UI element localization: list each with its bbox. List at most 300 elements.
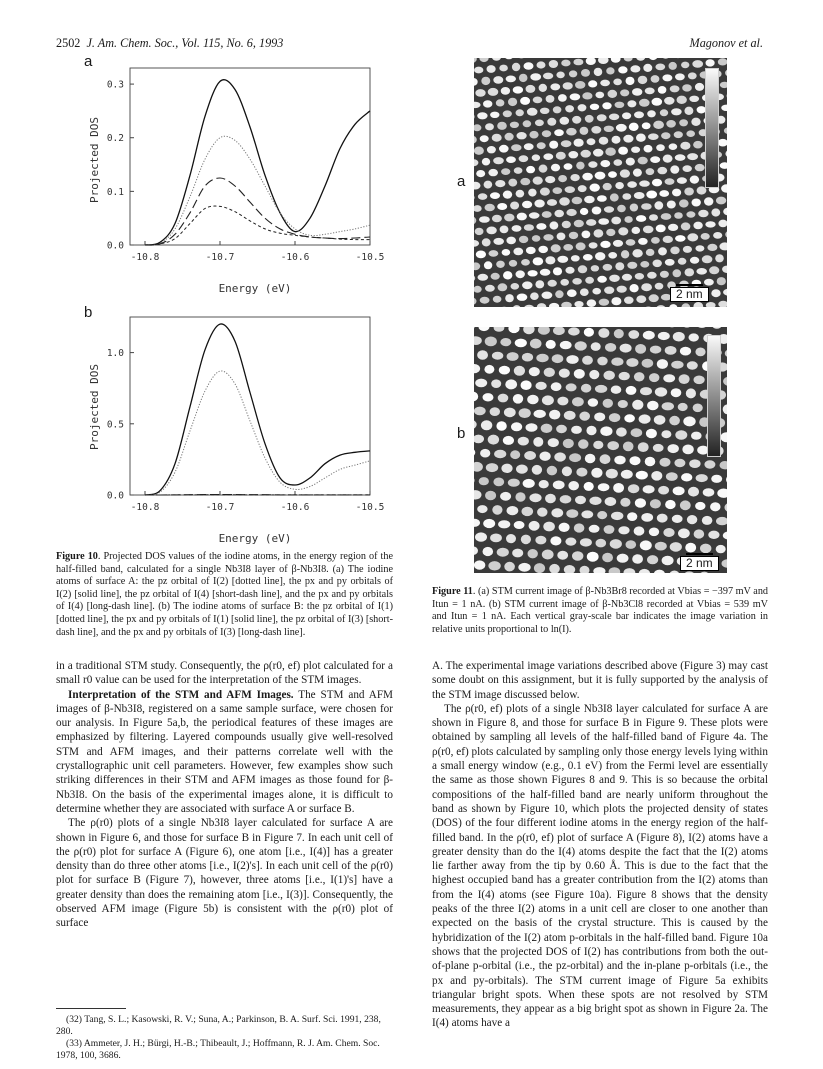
stm-spot xyxy=(710,502,720,511)
stm-spot xyxy=(516,190,525,198)
stm-spot xyxy=(646,191,657,199)
stm-spot xyxy=(474,462,483,472)
stm-spot xyxy=(478,274,489,281)
stm-spot xyxy=(643,331,655,340)
stm-spot xyxy=(477,350,488,360)
stm-spot xyxy=(575,341,587,350)
stm-spot xyxy=(666,120,676,128)
fig10-caption-title: Figure 10 xyxy=(56,551,98,562)
stm-spot xyxy=(514,366,525,376)
stm-spot xyxy=(611,217,621,225)
stm-spot xyxy=(716,197,726,205)
stm-spot xyxy=(530,339,542,349)
stm-spot xyxy=(613,240,623,247)
stm-spot xyxy=(565,105,574,112)
stm-spot xyxy=(614,159,623,166)
stm-spot xyxy=(610,539,622,549)
stm-spot xyxy=(560,117,570,125)
stm-spot xyxy=(538,327,550,335)
stm-spot xyxy=(670,247,679,255)
stm-spot xyxy=(559,197,570,205)
stm-spot xyxy=(551,508,563,517)
stm-spot xyxy=(484,365,494,374)
stm-spot xyxy=(646,168,655,175)
stm-spot xyxy=(647,401,658,411)
stm-spot xyxy=(516,270,525,278)
stm-spot xyxy=(600,160,610,167)
stm-spot xyxy=(559,523,570,532)
stm-spot xyxy=(564,565,575,573)
right-column-text xyxy=(432,659,768,1031)
stm-spot xyxy=(587,299,597,307)
stm-spot xyxy=(523,479,535,488)
stm-spot xyxy=(674,459,685,467)
stm-spot xyxy=(617,286,627,293)
stm-spot xyxy=(479,58,488,62)
stm-spot xyxy=(474,560,485,569)
stm-spot xyxy=(561,302,572,307)
stm-spot xyxy=(630,204,638,212)
stm-spot xyxy=(580,566,590,573)
stm-spot xyxy=(603,264,613,271)
stm-spot xyxy=(494,450,506,458)
stm-spot xyxy=(663,236,673,243)
stm-spot xyxy=(549,141,558,149)
stm-spot xyxy=(695,164,705,171)
stm-spot xyxy=(623,135,633,143)
stm-spot xyxy=(641,513,653,522)
stm-spot xyxy=(506,156,516,163)
page-number: 2502 xyxy=(56,36,81,50)
stm-spot xyxy=(622,112,631,119)
stm-spot xyxy=(479,216,490,223)
stm-spot xyxy=(560,495,572,503)
stm-spot xyxy=(556,152,566,160)
stm-spot xyxy=(549,410,560,420)
stm-spot xyxy=(688,72,697,79)
stm-spot xyxy=(482,238,491,246)
stm-spot xyxy=(474,327,475,331)
stm-spot xyxy=(529,493,541,502)
stm-spot xyxy=(674,131,683,138)
stm-spot xyxy=(589,370,599,379)
stm-spot xyxy=(611,386,622,394)
stm-spot xyxy=(485,285,495,292)
stm-spot xyxy=(611,297,621,305)
stm-spot xyxy=(604,525,615,534)
stm-spot xyxy=(502,249,511,256)
stm-spot xyxy=(670,542,682,552)
stm-spot xyxy=(546,95,555,103)
stm-spot xyxy=(717,277,726,285)
stm-spot xyxy=(611,58,621,63)
stm-spot xyxy=(581,384,591,393)
stm-spot xyxy=(529,367,540,376)
stm-spot xyxy=(474,519,480,527)
stm-spot xyxy=(526,85,536,93)
stm-spot xyxy=(507,506,519,515)
stm-spot xyxy=(689,96,699,102)
stm-spot xyxy=(613,483,624,493)
stm-spot xyxy=(496,421,506,431)
stm-spot xyxy=(569,453,581,462)
stm-spot xyxy=(572,116,581,124)
stm-spot xyxy=(568,327,580,335)
stm-spot xyxy=(500,226,509,234)
stm-spot xyxy=(474,182,481,190)
stm-spot xyxy=(566,128,577,136)
stm-spot xyxy=(474,113,475,121)
stm-spot xyxy=(545,256,555,264)
stm-spot xyxy=(533,97,543,104)
stm-spot xyxy=(669,304,677,307)
stm-spot xyxy=(599,299,609,306)
stm-spot xyxy=(491,273,500,280)
stm-spot xyxy=(719,242,727,250)
stm-spot xyxy=(692,199,701,207)
stm-spot xyxy=(527,395,538,405)
stm-spot xyxy=(609,413,620,422)
stm-spot xyxy=(562,466,572,476)
stm-spot xyxy=(574,369,585,379)
stm-spot xyxy=(524,305,534,307)
fig10a-y-label: Projected DOS xyxy=(88,116,101,204)
x-tick-label: -10.8 xyxy=(130,502,160,513)
stm-spot xyxy=(632,400,643,410)
stm-spot xyxy=(533,177,543,185)
stm-spot xyxy=(545,494,556,504)
stm-spot xyxy=(492,215,502,223)
stm-spot xyxy=(527,108,538,116)
stm-spot xyxy=(609,275,620,282)
stm-spot xyxy=(576,162,584,170)
stm-spot xyxy=(584,196,595,203)
fig10b-y-label: Projected DOS xyxy=(88,363,101,451)
stm-spot xyxy=(528,549,538,558)
stm-spot xyxy=(511,144,521,151)
stm-spot xyxy=(670,85,680,92)
stm-spot xyxy=(649,528,659,537)
stm-spot xyxy=(638,157,648,165)
stm-spot xyxy=(558,94,567,102)
stm-spot xyxy=(725,231,727,239)
stm-spot xyxy=(503,110,512,117)
x-tick-label: -10.5 xyxy=(355,502,385,513)
stm-spot xyxy=(622,193,631,200)
stm-spot xyxy=(636,134,646,142)
stm-spot xyxy=(570,93,581,100)
paragraph: The ρ(r0) plots of a single Nb3I8 layer calculated for surface A are shown in Figure 6, and those for surface B in Figure 7. In each unit cell of the ρ(r0) plot for surface A (Figure 6), one atom [i.e., I(4)] has a greater density than do three other atoms [i.e., I(2)'s]. In each unit cell of the ρ(r0) plot for surface B (Figure 7), however, three atoms [i.e., I(1)'s] have a greater density than does the remaining atom [i.e., I(3)]. Consequently, the observed AFM image (Figure 5b) is consistent with the ρ(r0) plot of surface xyxy=(56,817,393,930)
stm-spot xyxy=(726,475,727,485)
series-line-solid xyxy=(145,324,370,495)
stm-spot xyxy=(606,469,618,479)
stm-spot xyxy=(597,114,607,121)
stm-spot xyxy=(591,126,601,134)
stm-spot xyxy=(695,502,705,510)
stm-spot xyxy=(723,377,727,386)
stm-spot xyxy=(474,58,477,63)
stm-spot xyxy=(599,137,609,145)
stm-spot xyxy=(523,327,534,334)
stm-spot xyxy=(559,369,570,378)
stm-spot xyxy=(605,497,617,506)
stm-spot xyxy=(578,265,587,273)
stm-spot xyxy=(483,519,495,528)
stm-spot xyxy=(643,307,653,308)
stm-spot xyxy=(485,204,495,212)
stm-spot xyxy=(718,301,727,307)
stm-spot xyxy=(488,435,499,445)
stm-spot xyxy=(483,100,492,107)
stm-spot xyxy=(712,327,722,329)
stm-spot xyxy=(578,185,587,192)
stm-spot xyxy=(528,270,538,276)
stm-spot xyxy=(532,235,541,242)
stm-spot xyxy=(680,500,691,510)
stm-spot xyxy=(667,201,676,209)
stm-spot xyxy=(662,74,672,81)
stm-spot xyxy=(723,404,727,414)
stm-spot xyxy=(592,207,602,215)
stm-spot xyxy=(615,182,624,189)
stm-spot xyxy=(711,475,722,483)
fig11-panel-b-letter: b xyxy=(457,425,466,442)
stm-spot xyxy=(662,556,674,565)
stm-spot xyxy=(564,163,573,170)
stm-spot xyxy=(626,158,635,166)
stm-spot xyxy=(491,379,501,388)
stm-spot xyxy=(514,167,523,174)
stm-spot xyxy=(650,156,660,163)
stm-spot xyxy=(655,387,667,396)
stm-spot xyxy=(520,97,530,105)
stm-spot xyxy=(499,65,508,72)
stm-spot xyxy=(581,150,591,158)
stm-spot xyxy=(474,194,475,201)
stm-spot xyxy=(547,466,557,476)
footnote-32: (32) Tang, S. L.; Kasowski, R. V.; Suna, A.; Parkinson, B. A. Surf. Sci. 1991, 238, 280. xyxy=(56,1014,381,1037)
stm-spot xyxy=(522,201,532,208)
stm-spot xyxy=(682,445,693,455)
stm-spot xyxy=(620,344,632,353)
stm-spot xyxy=(673,487,685,496)
stm-spot xyxy=(723,531,727,539)
stm-spot xyxy=(681,473,692,481)
stm-spot xyxy=(704,197,713,205)
x-tick-label: -10.7 xyxy=(205,502,235,513)
stm-spot xyxy=(627,512,637,521)
stm-spot xyxy=(595,172,606,180)
stm-spot xyxy=(543,73,553,80)
stm-spot xyxy=(668,224,678,231)
stm-spot xyxy=(630,456,641,465)
stm-spot xyxy=(519,74,528,82)
stm-spot xyxy=(593,567,605,573)
stm-spot xyxy=(638,76,648,84)
stm-spot xyxy=(618,400,628,408)
stm-spot xyxy=(587,138,596,145)
stm-spot xyxy=(690,257,699,264)
stm-spot xyxy=(593,149,603,157)
stm-spot xyxy=(474,298,477,305)
stm-spot xyxy=(533,437,543,447)
stm-spot xyxy=(553,481,565,490)
journal-citation: J. Am. Chem. Soc., Vol. 115, No. 6, 1993 xyxy=(86,36,284,50)
stm-spot xyxy=(598,328,609,338)
stm-image-a xyxy=(474,58,727,307)
stm-spot xyxy=(694,376,705,385)
stm-spot xyxy=(672,189,681,197)
stm-spot xyxy=(644,145,653,153)
stm-spot xyxy=(535,280,544,288)
stm-spot xyxy=(580,538,592,546)
stm-spot xyxy=(509,260,517,267)
stm-spot xyxy=(669,416,680,426)
stm-spot xyxy=(597,195,607,202)
stm-spot xyxy=(681,303,690,307)
stm-spot xyxy=(539,84,547,92)
stm-spot xyxy=(474,217,476,225)
stm-spot xyxy=(513,86,523,93)
stm-spot xyxy=(520,178,530,185)
stm-spot xyxy=(508,98,517,106)
stm-spot xyxy=(665,259,675,266)
stm-spot xyxy=(647,555,658,564)
stm-spot xyxy=(586,426,596,436)
fig10a-chart xyxy=(80,60,390,300)
stm-spot xyxy=(538,246,548,253)
stm-spot xyxy=(626,239,636,246)
stm-spot xyxy=(551,244,561,252)
stm-spot xyxy=(512,549,523,558)
stm-spot xyxy=(540,452,551,461)
stm-spot xyxy=(687,233,698,241)
stm-spot xyxy=(583,254,593,261)
stm-spot xyxy=(652,98,663,106)
stm-image-b xyxy=(474,327,727,573)
stm-spot xyxy=(691,118,700,126)
stm-spot xyxy=(522,353,533,362)
stm-spot xyxy=(479,327,490,331)
stm-spot xyxy=(594,229,604,237)
stm-spot xyxy=(597,357,607,366)
stm-spot xyxy=(549,60,558,68)
stm-spot xyxy=(584,482,594,491)
stm-spot xyxy=(679,119,688,126)
stm-spot xyxy=(487,146,496,153)
stm-spot xyxy=(485,337,497,347)
stm-spot xyxy=(639,180,650,186)
stm-spot xyxy=(585,115,594,123)
stm-spot xyxy=(615,102,625,108)
stm-spot xyxy=(546,340,556,349)
stm-spot xyxy=(650,346,661,354)
stm-spot xyxy=(548,280,557,287)
stm-spot xyxy=(513,394,523,404)
stm-spot xyxy=(643,226,654,234)
stm-spot xyxy=(725,150,727,158)
stm-spot xyxy=(616,427,627,436)
stm-spot xyxy=(506,534,516,543)
stm-spot xyxy=(716,545,726,553)
stm-spot xyxy=(510,122,519,128)
stm-spot xyxy=(504,58,513,59)
stm-spot xyxy=(695,348,705,357)
stm-spot xyxy=(493,238,504,245)
stm-spot xyxy=(557,551,568,560)
stm-spot xyxy=(668,444,679,453)
stm-spot xyxy=(721,432,728,442)
stm-spot xyxy=(536,382,547,390)
stm-spot xyxy=(656,305,666,307)
stm-spot xyxy=(587,552,599,562)
stm-spot xyxy=(608,171,617,178)
x-tick-label: -10.7 xyxy=(205,252,235,263)
stm-spot xyxy=(677,177,687,184)
grayscale-bar-b xyxy=(707,335,721,457)
stm-spot xyxy=(485,123,494,130)
stm-spot xyxy=(482,158,490,166)
stm-spot xyxy=(671,108,682,115)
stm-spot xyxy=(652,179,662,187)
stm-spot xyxy=(474,336,482,345)
fig10-caption-text: . Projected DOS values of the iodine atoms, in the energy region of the half-filled band, calculated for a single Nb3I8 layer of β-Nb3I8. (a) The iodine atoms of surface A: the pz orbital of I(2) [dotted line], the px and py orbitals of I(2) [solid line], the pz orbital of I(4) [short-dash line], and the px and py orbitals of I(4) [long-dash line]. (b) The iodine atoms of surface B: the pz orbital of I(1) [dotted line], the px and py orbitals of I(1) [solid line], the pz orbital of I(3) [short-dash line], and the px and py orbitals of I(3) [long-dash line]. xyxy=(56,551,393,638)
stm-spot xyxy=(594,68,603,76)
stm-spot xyxy=(702,516,713,525)
stm-spot xyxy=(598,483,610,491)
stm-spot xyxy=(496,261,505,268)
stm-spot xyxy=(557,256,568,263)
stm-spot xyxy=(720,162,727,169)
stm-spot xyxy=(553,327,565,335)
stm-spot xyxy=(605,148,616,156)
stm-spot xyxy=(573,59,583,66)
stm-spot xyxy=(580,127,589,135)
stm-spot xyxy=(554,452,566,461)
stm-spot xyxy=(684,107,693,115)
stm-spot xyxy=(596,539,607,548)
stm-spot xyxy=(515,492,525,501)
stm-spot xyxy=(619,372,630,380)
stm-spot xyxy=(576,242,586,250)
stm-spot xyxy=(603,399,613,408)
stm-spot xyxy=(671,388,682,397)
stm-spot xyxy=(673,269,682,277)
stm-spot xyxy=(692,60,703,68)
stm-spot xyxy=(483,393,494,401)
stm-spot xyxy=(665,346,677,355)
stm-spot xyxy=(624,568,636,573)
stm-spot xyxy=(655,542,667,551)
stm-spot xyxy=(691,432,702,440)
stm-spot xyxy=(639,414,651,423)
stm-spot xyxy=(532,154,540,161)
stm-spot xyxy=(663,528,674,537)
stm-spot xyxy=(492,352,503,360)
stm-spot xyxy=(709,266,719,274)
stm-spot xyxy=(654,415,666,425)
stm-spot xyxy=(474,392,478,402)
stm-spot xyxy=(490,534,502,543)
stm-spot xyxy=(568,151,578,158)
stm-spot xyxy=(517,294,528,301)
stm-spot xyxy=(639,99,650,107)
stm-spot xyxy=(715,254,724,262)
stm-spot xyxy=(685,543,696,553)
stm-spot xyxy=(513,248,523,256)
stm-spot xyxy=(653,121,664,129)
stm-spot xyxy=(684,188,694,196)
